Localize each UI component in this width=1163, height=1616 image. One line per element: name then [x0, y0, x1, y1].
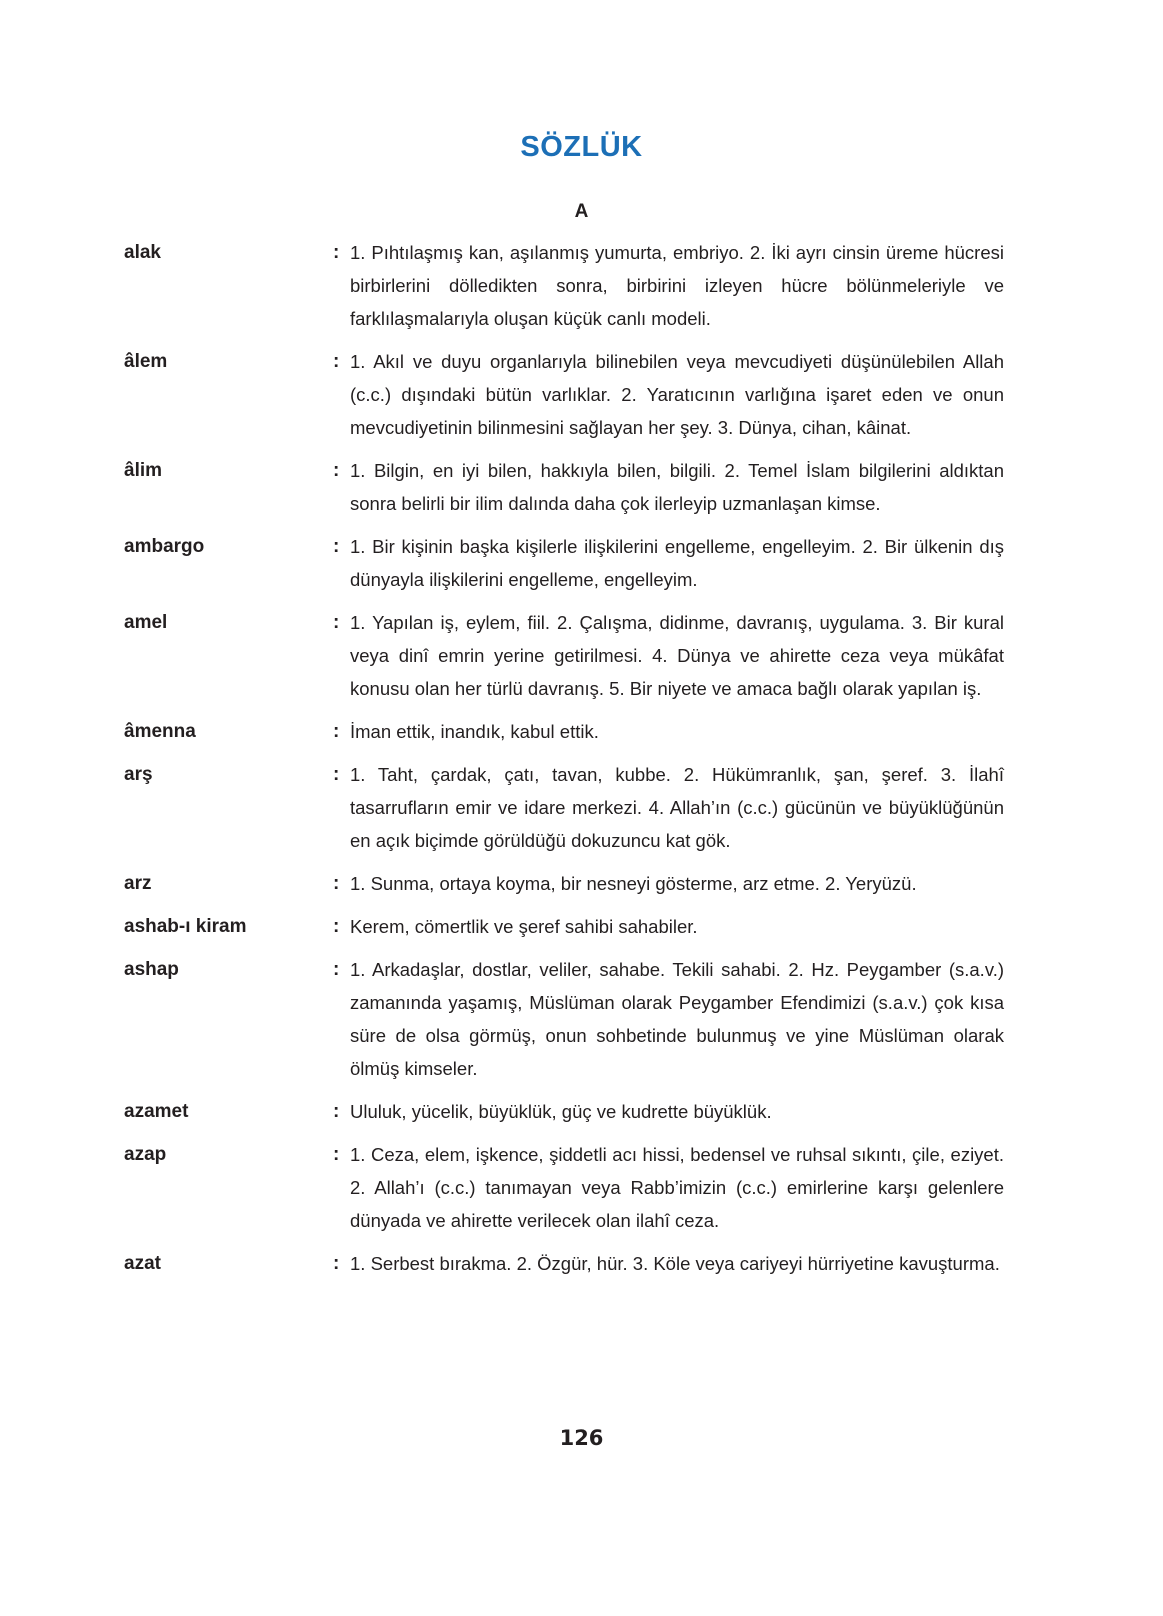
definition: 1. Arkadaşlar, dostlar, veliler, sahabe. Tekili sahabi. 2. Hz. Peygamber (s.a.v.) zamanında yaşamış, Müslüman olarak Peygamber Efendimizi (s.a.v.) çok kısa süre de olsa görmüş, onun sohbetinde bulunmuş ve yine Müslüman olarak ölmüş kimseler.	[350, 959, 1004, 1079]
separator: :	[333, 916, 340, 937]
separator: :	[333, 873, 340, 894]
definition: 1. Taht, çardak, çatı, tavan, kubbe. 2. Hükümranlık, şan, şeref. 3. İlahî tasarrufların emir ve idare merkezi. 4. Allah’ın (c.c.) gücünün ve büyüklüğünün en açık biçimde görüldüğü dokuzuncu kat gök.	[350, 764, 1004, 851]
separator: :	[333, 1253, 340, 1274]
section-letter: A	[574, 201, 589, 222]
glossary-entry-alem	[124, 345, 1004, 444]
term: ashap	[124, 959, 179, 980]
glossary-entry-ars	[124, 758, 1004, 857]
separator: :	[333, 612, 340, 633]
separator: :	[333, 721, 340, 742]
term: ambargo	[124, 536, 205, 557]
definition: 1. Serbest bırakma. 2. Özgür, hür. 3. Köle veya cariyeyi hürriyetine kavuşturma.	[350, 1253, 1000, 1274]
term: ashab-ı kiram	[124, 916, 247, 937]
page-number: 126	[559, 1426, 604, 1450]
term: arz	[124, 873, 152, 894]
term: âmenna	[124, 721, 196, 742]
definition: 1. Sunma, ortaya koyma, bir nesneyi gösterme, arz etme. 2. Yeryüzü.	[350, 873, 917, 894]
definition: Ululuk, yücelik, büyüklük, güç ve kudrette büyüklük.	[350, 1101, 772, 1122]
separator: :	[333, 242, 340, 263]
definition: 1. Pıhtılaşmış kan, aşılanmış yumurta, embriyo. 2. İki ayrı cinsin üreme hücresi birbirlerini dölledikten sonra, birbirini izleyen hücre bölünmeleriyle ve farklılaşmalarıyla oluşan küçük canlı modeli.	[350, 242, 1004, 329]
term: amel	[124, 612, 168, 633]
definition: 1. Ceza, elem, işkence, şiddetli acı hissi, bedensel ve ruhsal sıkıntı, çile, eziyet. 2. Allah’ı (c.c.) tanımayan veya Rabb’imizin (c.c.) emirlerine karşı gelenlere dünyada ve ahirette verilecek olan ilahî ceza.	[350, 1144, 1004, 1231]
term: azamet	[124, 1101, 189, 1122]
separator: :	[333, 460, 340, 481]
definition: 1. Yapılan iş, eylem, fiil. 2. Çalışma, didinme, davranış, uygulama. 3. Bir kural veya dinî emrin yerine getirilmesi. 4. Dünya ve ahirette ceza veya mükâfat konusu olan her türlü davranış. 5. Bir niyete ve amaca bağlı olarak yapılan iş.	[350, 612, 1004, 699]
glossary-entry-azamet	[124, 1095, 1004, 1128]
term: âlim	[124, 460, 163, 481]
glossary-entry-azat	[124, 1247, 1004, 1280]
page-title: SÖZLÜK	[520, 131, 643, 164]
definition: 1. Bilgin, en iyi bilen, hakkıyla bilen, bilgili. 2. Temel İslam bilgilerini aldıktan sonra belirli bir ilim dalında daha çok ilerleyip uzmanlaşan kimse.	[350, 460, 1004, 514]
glossary-entry-ambargo	[124, 530, 1004, 596]
definition: İman ettik, inandık, kabul ettik.	[350, 721, 599, 742]
glossary-entry-alim	[124, 454, 1004, 520]
glossary-entry-alak	[124, 236, 1004, 335]
term: arş	[124, 764, 153, 785]
term: azat	[124, 1253, 161, 1274]
glossary-entry-ashab-i-kiram	[124, 910, 1004, 943]
glossary-list	[124, 236, 1004, 1290]
separator: :	[333, 1101, 340, 1122]
definition: 1. Akıl ve duyu organlarıyla bilinebilen veya mevcudiyeti düşünülebilen Allah (c.c.) dışındaki bütün varlıklar. 2. Yaratıcının varlığına işaret eden ve onun mevcudiyetinin bilinmesini sağlayan her şey. 3. Dünya, cihan, kâinat.	[350, 351, 1004, 438]
separator: :	[333, 764, 340, 785]
glossary-entry-amenna	[124, 715, 1004, 748]
term: alak	[124, 242, 161, 263]
glossary-entry-arz	[124, 867, 1004, 900]
separator: :	[333, 536, 340, 557]
separator: :	[333, 959, 340, 980]
definition: 1. Bir kişinin başka kişilerle ilişkilerini engelleme, engelleyim. 2. Bir ülkenin dış dünyayla ilişkilerini engelleme, engelleyim.	[350, 536, 1004, 590]
glossary-entry-azap	[124, 1138, 1004, 1237]
definition: Kerem, cömertlik ve şeref sahibi sahabiler.	[350, 916, 698, 937]
separator: :	[333, 1144, 340, 1165]
glossary-entry-ashap	[124, 953, 1004, 1085]
term: âlem	[124, 351, 168, 372]
separator: :	[333, 351, 340, 372]
term: azap	[124, 1144, 167, 1165]
glossary-entry-amel	[124, 606, 1004, 705]
